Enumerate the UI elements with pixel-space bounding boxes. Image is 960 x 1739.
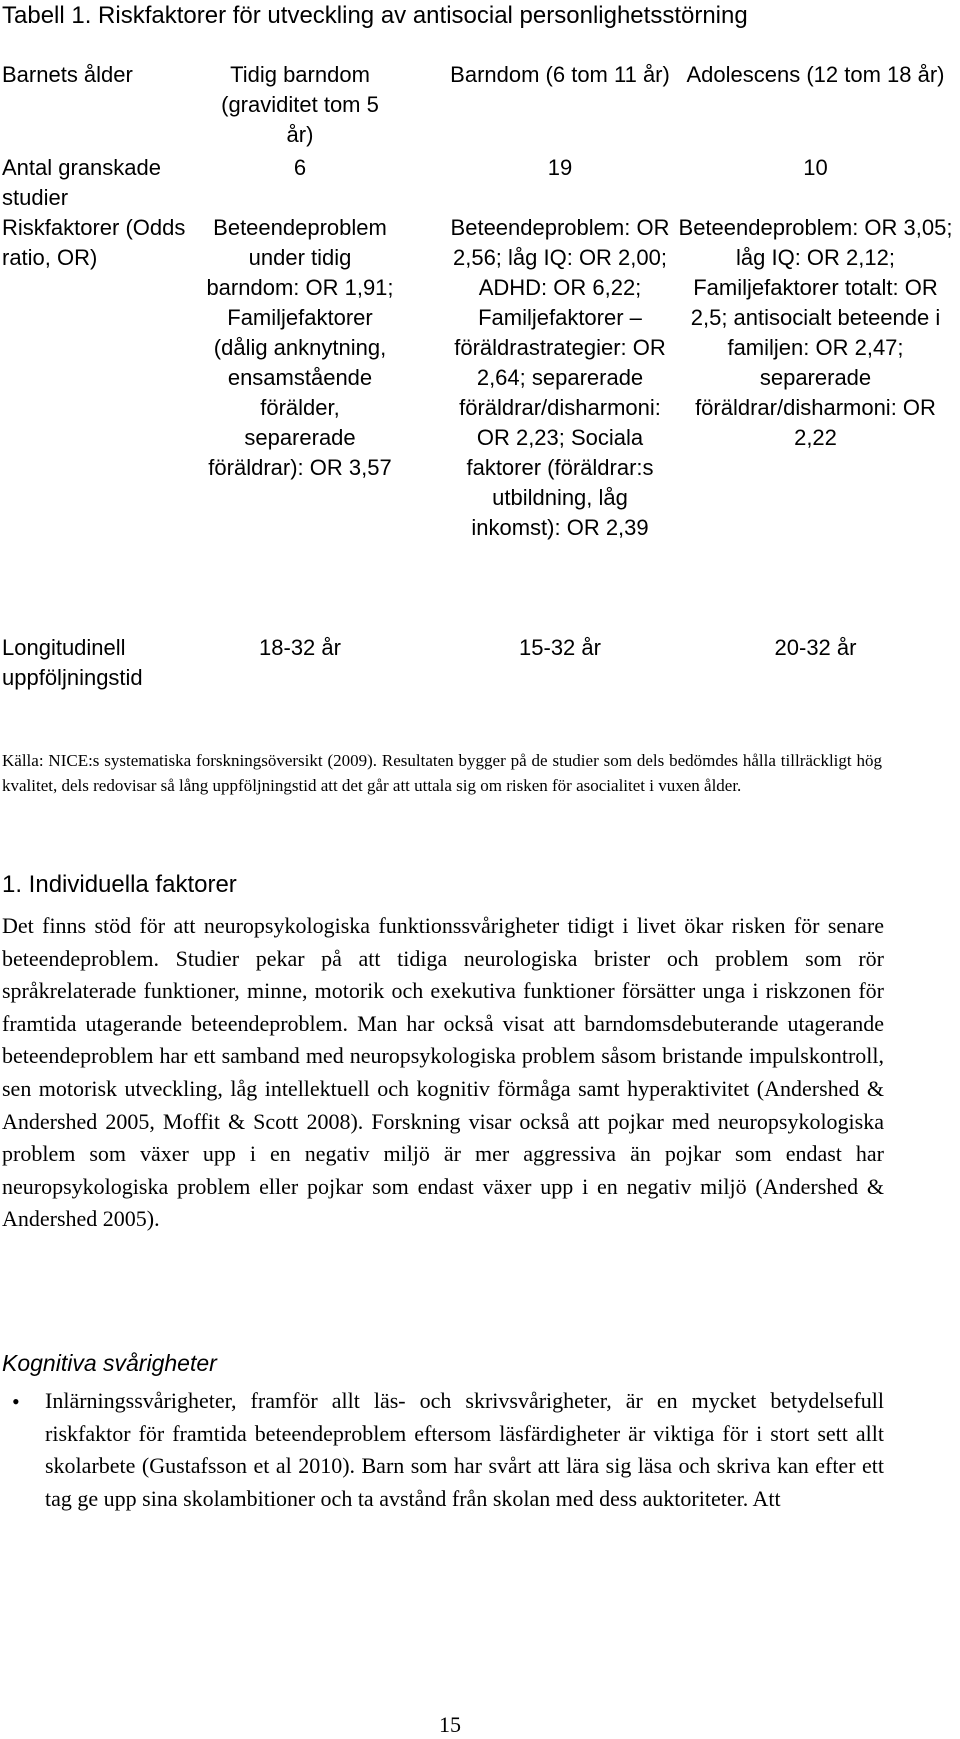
table-title: Tabell 1. Riskfaktorer för utveckling av antisocial personlighetsstörning [2,2,748,29]
table-cell: Beteendeproblem under tidig barndom: OR 1,91; Familjefaktorer (dålig anknytning, ensamstående förälder, separerade föräldrar): OR 3,57 [206,215,394,480]
table-cell: Beteendeproblem: OR 2,56; låg IQ: OR 2,00; ADHD: OR 6,22; Familjefaktorer – föräldrastrategier: OR 2,64; separerade föräldrar/disharmoni: OR 2,23; Sociala faktorer (föräldrar:s utbildning, låg inkomst): OR 2,39 [450,215,670,540]
section-heading: 1. Individuella faktorer [2,871,237,898]
table-cell: 20-32 år [774,635,857,660]
table-row [0,213,956,633]
row-label: Longitudinell uppföljningstid [2,635,143,690]
page-number: 15 [439,1712,461,1737]
row-label: Riskfaktorer (Odds ratio, OR) [2,215,186,270]
table-cell: Tidig barndom (graviditet tom 5 år) [221,62,379,147]
table-cell: 6 [293,155,307,180]
table-row [0,60,956,153]
table-cell: 18-32 år [259,635,341,660]
risk-factor-table [0,60,956,693]
subsection-heading: Kognitiva svårigheter [2,1350,217,1376]
table-cell: 19 [547,155,573,180]
table-row [0,633,956,693]
table-cell: 15-32 år [519,635,601,660]
row-label: Antal granskade studier [2,155,161,210]
row-label: Barnets ålder [2,62,133,87]
table-cell: Barndom (6 tom 11 år) [450,62,670,87]
table-cell: 10 [803,155,828,180]
bullet-marker: • [12,1389,20,1414]
body-paragraph: Det finns stöd för att neuropsykologiska funktionssvårigheter tidigt i livet ökar risken för senare beteendeproblem. Studier pekar på att tidiga neurologiska brister och problem som rör språkrelaterade funktioner, minne, motorik och exekutiva funktioner försätter unga i riskzonen för framtida utagerande beteendeproblem. Man har också visat att barndomsdebuterande utagerande beteendeproblem har ett samband med neuropsykologiska problem såsom bristande impulskontroll, sen motorisk utveckling, låg intellektuell och kognitiv förmåga samt hyperaktivitet (Andershed & Andershed 2005, Moffit & Scott 2008). Forskning visar också att pojkar med neuropsykologiska problem som växer upp i en negativ miljö är mer aggressiva än pojkar som endast har neuropsykologiska problem eller pojkar som endast växer upp i en negativ miljö (Andershed & Andershed 2005). [2,913,884,1232]
table-cell: Beteendeproblem: OR 3,05; låg IQ: OR 2,12; Familjefaktorer totalt: OR 2,5; antisocialt beteende i familjen: OR 2,47; separerade föräldrar/disharmoni: OR 2,22 [678,215,953,450]
table-source-note: Källa: NICE:s systematiska forskningsöversikt (2009). Resultaten bygger på de studier som dels bedömdes hålla tillräckligt hög kvalitet, dels redovisar så lång uppföljningstid att det går att uttala sig om risken för asocialitet i vuxen ålder. [2,751,882,795]
table-row [0,153,956,213]
table-cell: Adolescens (12 tom 18 år) [686,62,945,87]
bullet-list-item: Inlärningssvårigheter, framför allt läs- och skrivsvårigheter, är en mycket betydelsefull riskfaktor för framtida beteendeproblem eftersom läsfärdigheter är viktiga för i stort sett allt skolarbete (Gustafsson et al 2010). Barn som har svårt att lära sig läsa och skriva kan efter ett tag ge upp sina skolambitioner och ta avstånd från skolan med dess auktoriteter. Att [45,1388,884,1511]
